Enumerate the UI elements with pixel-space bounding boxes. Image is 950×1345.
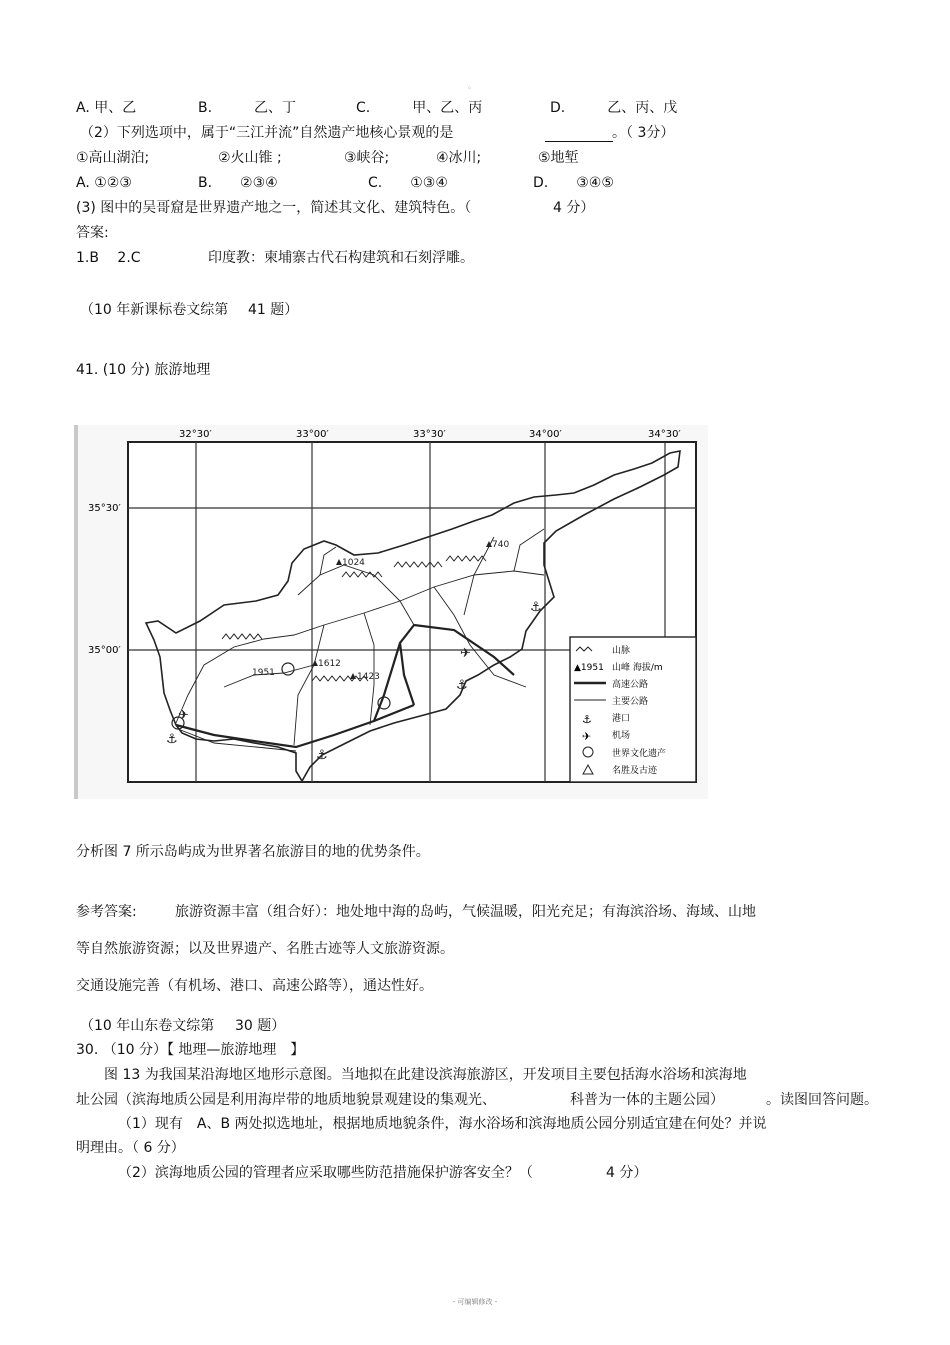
question-30-sub-1b: 明理由。（ 6 分） [76, 1140, 185, 1156]
legend-world-heritage: 世界文化遗产 [612, 749, 667, 759]
source-1-a: （10 年新课标卷文综第 [80, 302, 229, 318]
question-30-sub-2a: （2）滨海地质公园的管理者应采取哪些防范措施保护游客安全？（ [118, 1165, 533, 1181]
q1-option-a: A. 甲、乙 [76, 100, 137, 116]
lon-label-4: 34°00′ [529, 429, 562, 440]
top-mark: 。 [468, 81, 476, 90]
question-30-sub-1a: （1）现有 A、B 两处拟选地址，根据地质地貌条件，海水浴场和滨海地质公园分别适宜建在何处？并说 [118, 1116, 767, 1132]
lat-label-1: 35°30′ [88, 503, 121, 514]
legend-highway: 高速公路 [612, 680, 649, 690]
question-30-para-2c: 。读图回答问题。 [766, 1092, 878, 1108]
answer-label: 答案: [76, 225, 109, 241]
airport-icon: ✈ [582, 730, 592, 743]
legend-main-road: 主要公路 [612, 697, 649, 707]
question-30-para-1: 图 13 为我国某沿海地区地形示意图。当地拟在此建设滨海旅游区，开发项目主要包括海水浴场和滨海地 [104, 1067, 747, 1083]
ref-answer-label: 参考答案: [76, 904, 137, 920]
source-1-b: 41 题） [248, 302, 299, 318]
q1-option-b: B. 乙、丁 [198, 100, 297, 116]
answer-choices: 1.B 2.C [76, 250, 141, 266]
lon-label-5: 34°30′ [648, 429, 681, 440]
peak-740: 740 [492, 540, 510, 550]
answer-text: 印度教：柬埔寨古代石构建筑和石刻浮雕。 [208, 250, 474, 266]
peak-1612: 1612 [318, 659, 341, 669]
airport-icon: ✈ [460, 646, 471, 661]
legend-airport: 机场 [612, 731, 631, 741]
ref-answer-line-1: 旅游资源丰富（组合好）：地处地中海的岛屿，气候温暖，阳光充足；有海滨浴场、海域、山地 [175, 904, 756, 920]
q2-item-1: ①高山湖泊; [76, 150, 150, 166]
legend-scenic: 名胜及古迹 [612, 766, 658, 776]
question-30-para-2a: 址公园（滨海地质公园是利用海岸带的地质地貌景观建设的集观光、 [76, 1092, 496, 1108]
q1-option-d: D. 乙、丙、戊 [550, 100, 678, 116]
q3-score: 4 分） [553, 200, 595, 216]
peak-1423: 1423 [357, 672, 380, 682]
map-legend [570, 637, 696, 782]
lon-label-1: 32°30′ [179, 429, 212, 440]
port-icon: ⚓ [166, 732, 178, 747]
q2-option-d: D. ③④⑤ [533, 175, 614, 191]
page-footer: - 可编辑修改 - [452, 1298, 498, 1306]
source-2-a: （10 年山东卷文综第 [80, 1018, 215, 1034]
q2-score: 。（ 3分） [612, 125, 675, 141]
q2-item-5: ⑤地堑 [538, 150, 579, 166]
q2-option-c: C. ①③④ [368, 175, 448, 191]
analysis-question: 分析图 7 所示岛屿成为世界著名旅游目的地的优势条件。 [76, 844, 430, 860]
port-icon: ⚓ [456, 678, 468, 693]
q2-item-4: ④冰川; [436, 150, 482, 166]
question-30-para-2b: 科普为一体的主题公园） [570, 1092, 724, 1108]
port-icon: ⚓ [316, 748, 328, 763]
lon-label-2: 33°00′ [296, 429, 329, 440]
question-30-sub-2b: 4 分） [606, 1165, 648, 1181]
q2-option-a: A. ①②③ [76, 175, 132, 191]
q2-item-2: ②火山锥 ; [218, 150, 282, 166]
q2-blank [545, 141, 613, 142]
port-icon: ⚓ [530, 600, 542, 615]
legend-peak: 山峰 海拔/m [612, 663, 663, 673]
q2-option-b: B. ②③④ [198, 175, 278, 191]
island-map [74, 425, 708, 799]
q2-item-3: ③峡谷; [344, 150, 390, 166]
question-41-title: 41. (10 分) 旅游地理 [76, 362, 211, 378]
lon-label-3: 33°30′ [413, 429, 446, 440]
legend-port: 港口 [612, 714, 631, 724]
airport-icon: ✈ [178, 708, 189, 723]
lat-label-2: 35°00′ [88, 645, 121, 656]
port-icon: ⚓ [582, 713, 592, 726]
legend-mountain: 山脉 [612, 646, 631, 656]
ref-answer-line-2: 等自然旅游资源；以及世界遗产、名胜古迹等人文旅游资源。 [76, 941, 454, 957]
source-2-b: 30 题） [235, 1018, 286, 1034]
question-30-title: 30. （10 分）【 地理—旅游地理 】 [76, 1042, 305, 1058]
peak-1024: 1024 [342, 558, 365, 568]
ref-answer-line-3: 交通设施完善（有机场、港口、高速公路等），通达性好。 [76, 978, 433, 994]
q2-stem: （2）下列选项中，属于“三江并流”自然遗产地核心景观的是 [80, 125, 454, 141]
q3-stem: (3) 图中的吴哥窟是世界遗产地之一，简述其文化、建筑特色。（ [76, 200, 472, 216]
legend-peak-sample: ▲1951 [574, 663, 604, 673]
q1-option-c: C. 甲、乙、丙 [356, 100, 483, 116]
peak-1951: 1951 [252, 668, 275, 678]
